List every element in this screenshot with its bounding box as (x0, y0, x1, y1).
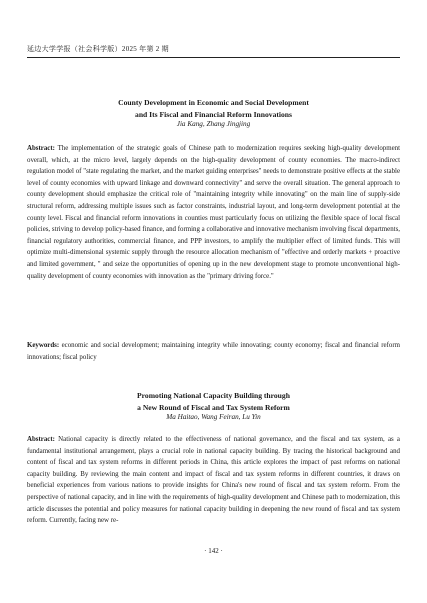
article1-abstract-text: The implementation of the strategic goals of Chinese path to modernization requires seeking high-quality development overall, which, at the micro level, largely depends on the high-quality development of county economies. The macro-indirect regulation model of "state regulating the market, and the market guiding enterprises" needs to demonstrate positive effects at the stable level of county economies with upward linkage and downward connectivity" and serve the overall situation. The general approach to county development should emphasize the critical role of "maintaining integrity while innovating" on the main line of supply-side structural reform, addressing multiple issues such as factor constraints, industrial layout, and long-term development potential at the county level. Fiscal and financial reform innovations in counties must particularly focus on utilizing the flexible space of local fiscal policies, striving to develop policy-based finance, and forming a collaborative and innovative mechanism involving fiscal departments, financial regulatory authorities, commercial finance, and PPP investors, to amplify the multiplier effect of limited funds. This will optimize multi-dimensional systemic supply through the resource allocation mechanism of "effective and orderly markets + proactive and limited government, " and seize the opportunities of opening up in the new development stage to promote unconventional high-quality development of county economies with innovation as the "primary driving force." (27, 145, 400, 280)
article1-abstract-label: Abstract: (27, 145, 55, 152)
article1-authors: Jia Kang, Zhang Jingjing (176, 120, 251, 128)
article2-authors: Ma Haitao, Wang Feiran, Lu Yin (166, 413, 261, 421)
article1-keywords-label: Keywords: (27, 342, 60, 349)
article2-title-line2: a New Round of Fiscal and Tax System Reform (137, 402, 290, 412)
article1-title (0, 97, 427, 120)
article2-abstract-text: National capacity is directly related to the effectiveness of national governance, and the fiscal and tax system, as a fundamental institutional arrangement, plays a crucial role in national capacity building. By tracing the historical background and content of fiscal and tax system reforms in different periods in China, this article explores the impact of past reforms on national capacity building. By reviewing the main content and impact of fiscal and tax system reforms in different countries, it draws on beneficial experiences from various nations to provide insights for China's new round of fiscal and tax system reform. From the perspective of national capacity, and in line with the requirements of high-quality development and Chinese path to modernization, this article discusses the potential and policy measures for national capacity building in deepening the new round of fiscal and tax system reform. Currently, facing new re- (27, 436, 400, 525)
article1-abstract (27, 143, 400, 282)
article2-abstract-label: Abstract: (27, 436, 55, 443)
article1-keywords-text: economic and social development; maintaining integrity while innovating; county economy; fiscal and financial reform innovations; fiscal policy (27, 342, 400, 361)
header-rule (27, 57, 400, 58)
article2-abstract (27, 434, 400, 527)
article2-title-line1: Promoting National Capacity Building through (137, 391, 290, 400)
article1-title-line2: and Its Fiscal and Financial Reform Innovations (135, 109, 292, 119)
article2-title (0, 390, 427, 413)
running-head: 延边大学学报（社会科学版）2025 年第 2 期 (27, 45, 169, 53)
page-number: · 142 · (204, 547, 223, 555)
article1-keywords (27, 340, 400, 363)
article1-title-line1: County Development in Economic and Social Development (118, 98, 309, 107)
